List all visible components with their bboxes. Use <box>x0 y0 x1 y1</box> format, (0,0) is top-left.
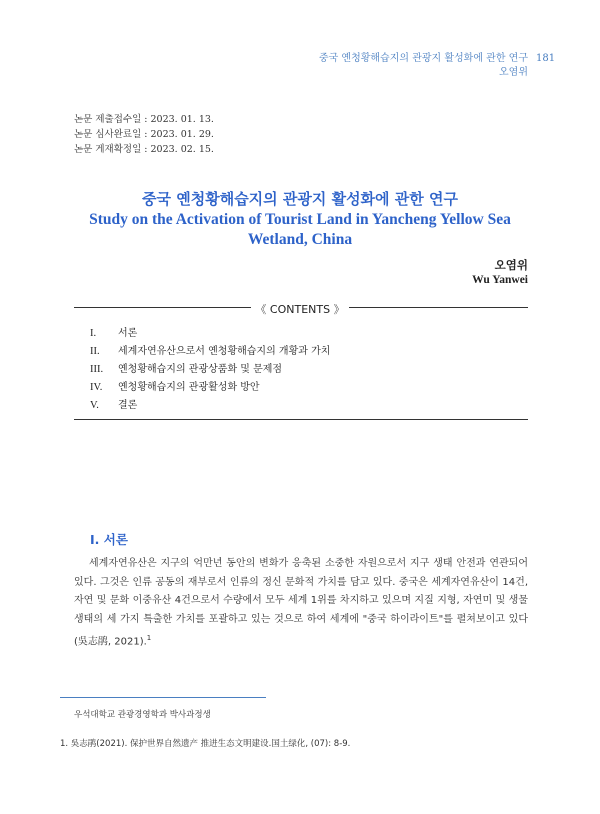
running-author: 오염위 <box>499 67 528 78</box>
author-name-korean: 오염위 <box>494 258 528 272</box>
toc-item-label: 옌청황해습지의 관광활성화 방안 <box>118 382 260 393</box>
page-number: 181 <box>536 53 556 64</box>
toc-item-number: II. <box>90 346 100 357</box>
submission-dates <box>74 112 214 157</box>
toc-item-number: V. <box>90 400 99 411</box>
author-block <box>472 258 528 288</box>
toc-item <box>90 325 330 343</box>
date-reviewed: 논문 심사완료일 : 2023. 01. 29. <box>74 129 214 140</box>
footnote-ref[interactable]: 1 <box>146 634 152 642</box>
contents-heading <box>0 301 600 317</box>
toc-item-number: IV. <box>90 382 103 393</box>
contents-heading-text: 《 CONTENTS 》 <box>251 303 348 316</box>
introduction-paragraph <box>74 555 528 652</box>
toc-item-label: 서론 <box>118 328 138 339</box>
toc-item <box>90 397 330 415</box>
toc-item-label: 옌청황해습지의 관광상품화 및 문제점 <box>118 364 283 375</box>
footnote-divider <box>60 697 266 698</box>
toc-item-number: III. <box>90 364 104 375</box>
paragraph-text: 세계자연유산은 지구의 억만년 동안의 변화가 응축된 소중한 자원으로서 지구 생태 안전과 연관되어 있다. 그것은 인류 공동의 재부로서 인류의 정신 문화적 가치를 담고 있다. 중국은 세계자연유산이 14건, 자연 및 문화 이중유산 4건으로서 수량에서 모두 세계 1위를 차지하고 있으며 지질 지형, 자연미 및 생물 생태의 세 가지 특출한 가치를 포괄하고 있는 것으로 하여 세계에 "중국 하이라이트"를 펼쳐보이고 있다(吳志鹃, 2021). <box>74 558 528 648</box>
author-name-english: Wu Yanwei <box>472 274 528 286</box>
toc-item-number: I. <box>90 328 97 339</box>
running-title: 중국 옌청황해습지의 관광지 활성화에 관한 연구 <box>318 53 528 64</box>
running-header <box>318 52 556 80</box>
table-of-contents <box>90 325 330 415</box>
date-submitted: 논문 제출접수일 : 2023. 01. 13. <box>74 114 214 125</box>
paper-title-english-line2: Wetland, China <box>247 231 353 248</box>
toc-item-label: 세계자연유산으로서 옌청황해습지의 개황과 가치 <box>118 346 331 357</box>
paper-title-korean: 중국 옌청황해습지의 관광지 활성화에 관한 연구 <box>142 190 458 208</box>
author-affiliation: 우석대학교 관광경영학과 박사과정생 <box>74 710 211 720</box>
footnote-1: 1. 吳志鹃(2021). 保护世界自然遗产 推进生态文明建设.国土绿化, (07): 8-9. <box>60 739 351 749</box>
toc-item <box>90 361 330 379</box>
toc-item <box>90 379 330 397</box>
date-accepted: 논문 게재확정일 : 2023. 02. 15. <box>74 144 214 155</box>
paper-title-english <box>60 210 540 250</box>
toc-item-label: 결론 <box>118 400 138 411</box>
toc-item <box>90 343 330 361</box>
section-heading-introduction: I. 서론 <box>90 532 128 547</box>
paper-title-english-line1: Study on the Activation of Tourist Land in Yancheng Yellow Sea <box>89 211 511 228</box>
